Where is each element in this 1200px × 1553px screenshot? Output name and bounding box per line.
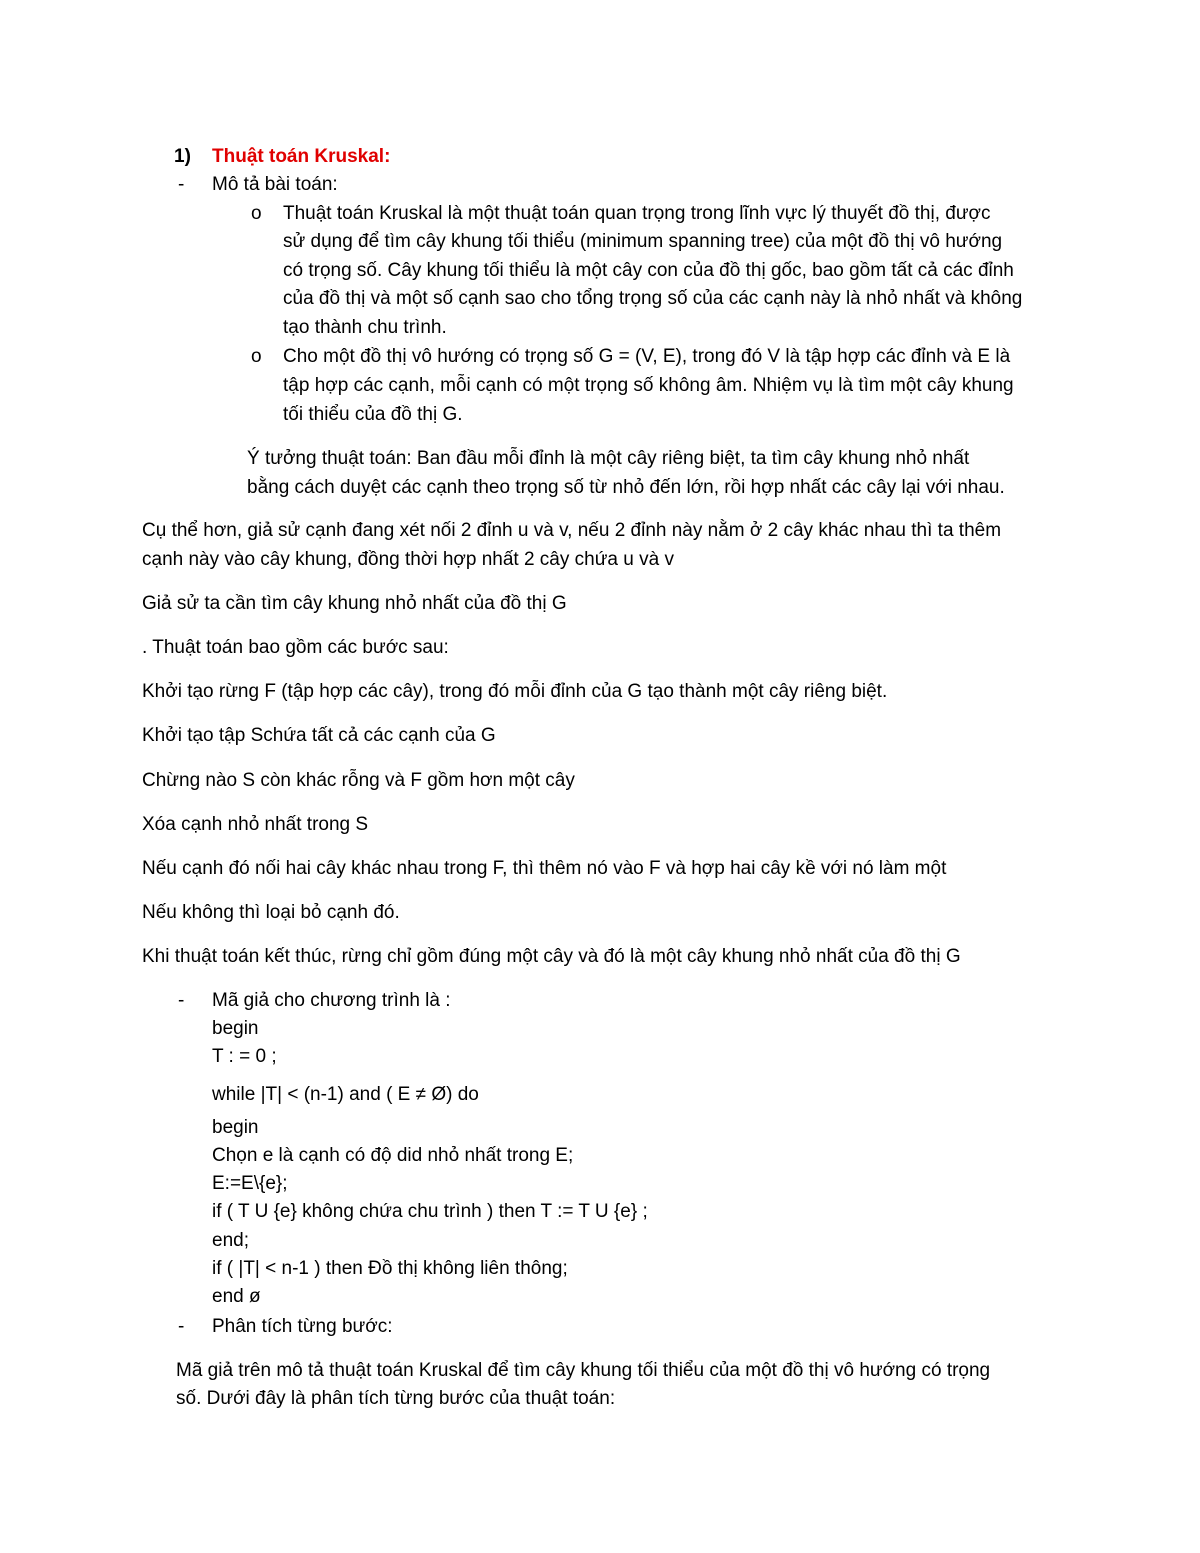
- specific-line: cạnh này vào cây khung, đồng thời hợp nhất 2 cây chứa u và v: [142, 549, 674, 570]
- analysis-label: Phân tích từng bước:: [212, 1316, 393, 1337]
- pseudo-line: if ( |T| < n-1 ) then Đồ thị không liên thông;: [212, 1258, 568, 1279]
- problem-item2-line: tối thiểu của đồ thị G.: [283, 404, 463, 425]
- steps-intro: . Thuật toán bao gồm các bước sau:: [142, 637, 449, 658]
- problem-item1-line: sử dụng để tìm cây khung tối thiểu (minimum spanning tree) của một đồ thị vô hướng: [283, 231, 1003, 252]
- bullet-dash: -: [178, 1316, 185, 1337]
- problem-item1-line: của đồ thị và một số cạnh sao cho tổng trọng số của các cạnh này là nhỏ nhất và không: [283, 288, 1023, 309]
- bullet-circle: o: [251, 346, 262, 367]
- step-2: Khởi tạo tập Schứa tất cả các cạnh của G: [142, 725, 496, 746]
- pseudo-line: E:=E\{e};: [212, 1173, 288, 1194]
- bullet-dash: -: [178, 990, 185, 1011]
- step-4: Xóa cạnh nhỏ nhất trong S: [142, 814, 369, 835]
- analysis-line: Mã giả trên mô tả thuật toán Kruskal để tìm cây khung tối thiểu của một đồ thị vô hướng có trọng: [176, 1360, 991, 1381]
- pseudo-line: Chọn e là cạnh có độ did nhỏ nhất trong E;: [212, 1145, 574, 1166]
- pseudo-line: end ø: [212, 1286, 261, 1307]
- problem-item2-line: Cho một đồ thị vô hướng có trọng số G = (V, E), trong đó V là tập hợp các đỉnh và E là: [283, 346, 1011, 367]
- pseudo-line: begin: [212, 1117, 259, 1138]
- problem-item2-line: tập hợp các cạnh, mỗi cạnh có một trọng số không âm. Nhiệm vụ là tìm một cây khung: [283, 375, 1014, 396]
- specific-line: Cụ thể hơn, giả sử cạnh đang xét nối 2 đỉnh u và v, nếu 2 đỉnh này nằm ở 2 cây khác nhau thì ta thêm: [142, 520, 1002, 541]
- analysis-line: số. Dưới đây là phân tích từng bước của thuật toán:: [176, 1388, 616, 1409]
- step-3: Chừng nào S còn khác rỗng và F gồm hơn một cây: [142, 770, 575, 791]
- conclusion: Khi thuật toán kết thúc, rừng chỉ gồm đúng một cây và đó là một cây khung nhỏ nhất của đồ thị G: [142, 946, 961, 967]
- idea-line: bằng cách duyệt các cạnh theo trọng số từ nhỏ đến lớn, rồi hợp nhất các cây lại với nhau.: [247, 477, 1005, 498]
- pseudo-line: T : = 0 ;: [212, 1046, 277, 1067]
- assume-paragraph: Giả sử ta cần tìm cây khung nhỏ nhất của đồ thị G: [142, 593, 567, 614]
- idea-line: Ý tưởng thuật toán: Ban đầu mỗi đỉnh là một cây riêng biệt, ta tìm cây khung nhỏ nhất: [247, 448, 970, 469]
- bullet-circle: o: [251, 203, 262, 224]
- pseudo-label: Mã giả cho chương trình là :: [212, 990, 451, 1011]
- pseudo-line: while |T| < (n-1) and ( E ≠ Ø) do: [212, 1084, 479, 1105]
- problem-item1-line: tạo thành chu trình.: [283, 317, 447, 338]
- problem-label: Mô tả bài toán:: [212, 174, 338, 195]
- heading-title: Thuật toán Kruskal:: [212, 146, 391, 167]
- pseudo-line: end;: [212, 1230, 249, 1251]
- problem-item1-line: Thuật toán Kruskal là một thuật toán quan trọng trong lĩnh vực lý thuyết đồ thị, được: [283, 203, 991, 224]
- bullet-dash: -: [178, 174, 185, 195]
- step-5: Nếu cạnh đó nối hai cây khác nhau trong F, thì thêm nó vào F và hợp hai cây kề với nó làm một: [142, 858, 947, 879]
- pseudo-line: if ( T U {e} không chứa chu trình ) then T := T U {e} ;: [212, 1201, 648, 1222]
- pseudo-line: begin: [212, 1018, 259, 1039]
- step-1: Khởi tạo rừng F (tập hợp các cây), trong đó mỗi đỉnh của G tạo thành một cây riêng biệt.: [142, 681, 888, 702]
- heading-number: 1): [174, 146, 191, 167]
- step-6: Nếu không thì loại bỏ cạnh đó.: [142, 902, 400, 923]
- problem-item1-line: có trọng số. Cây khung tối thiểu là một cây con của đồ thị gốc, bao gồm tất cả các đỉnh: [283, 260, 1014, 281]
